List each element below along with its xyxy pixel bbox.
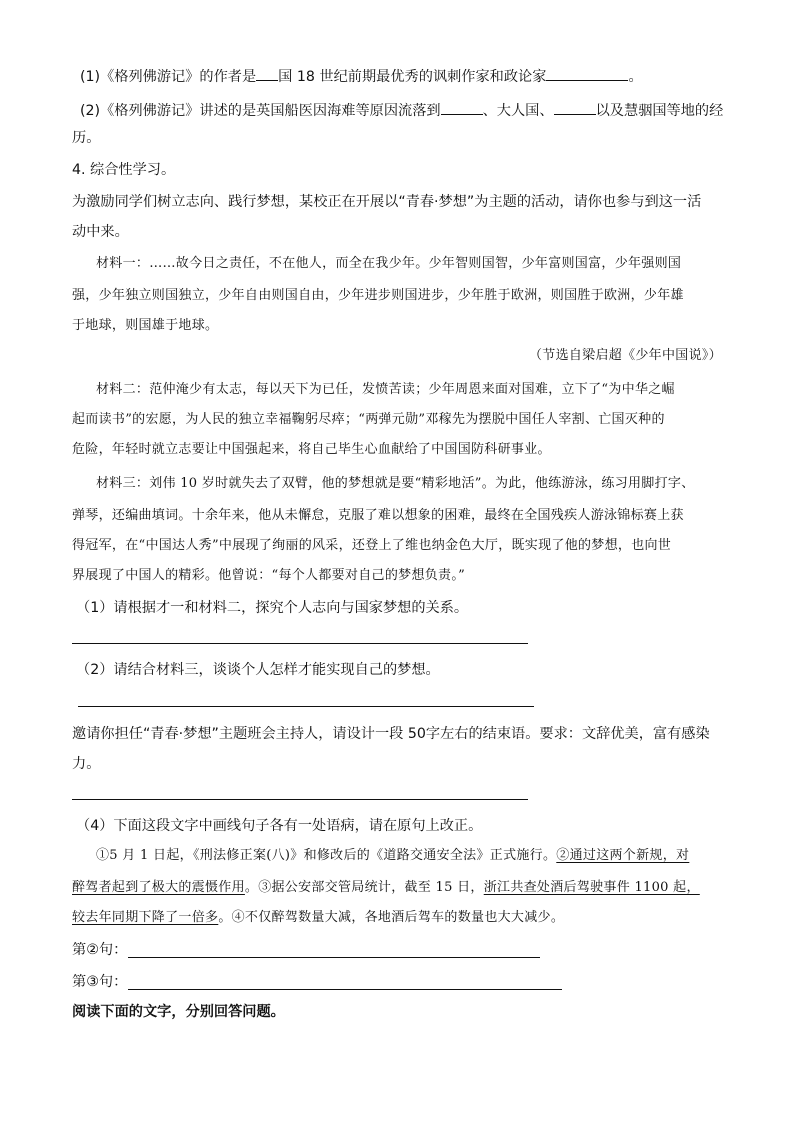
underlined-sentence-2: ②通过这两个新规，对	[556, 848, 690, 863]
answer-blank[interactable]	[554, 100, 596, 115]
sub-question-3-line-1: 邀请你担任“青春·梦想”主题班会主持人，请设计一段 50字左右的结束语。要求：文辞优美，富有感染	[72, 726, 710, 742]
passage-text: 。③据公安部交管局统计，截至 15 日，	[244, 880, 484, 895]
underlined-sentence-3: 浙江共查处酒后驾驶事件 1100 起，	[483, 880, 700, 895]
sub-question-1: （1）请根据才一和材料二，探究个人志向与国家梦想的关系。	[76, 600, 469, 616]
answer-label-3: 第③句：	[72, 974, 128, 990]
underlined-sentence-2-cont: 醉驾者起到了极大的震慑作用	[72, 880, 245, 895]
material-3-line-1: 材料三：刘伟 10 岁时就失去了双臂，他的梦想就是要“精彩地活”。为此，他练游泳，练习用脚打字、	[96, 476, 695, 491]
answer-line[interactable]	[78, 706, 534, 707]
passage-line-1	[96, 846, 689, 866]
q4-heading: 4. 综合性学习。	[72, 162, 176, 178]
answer-line-3[interactable]	[128, 989, 562, 990]
passage-text: ①5 月 1 日起，《刑法修正案(八)》和修改后的《道路交通安全法》正式施行。	[96, 848, 557, 863]
answer-blank[interactable]	[256, 66, 278, 81]
q3-item-2	[80, 100, 723, 121]
q3-item-1-text-a: (1)《格列佛游记》的作者是	[80, 69, 257, 85]
q3-item-2-wrap: 历。	[72, 130, 101, 146]
answer-line[interactable]	[72, 643, 528, 644]
q3-item-1-text-c: 。	[628, 69, 643, 85]
answer-line-2[interactable]	[128, 957, 540, 958]
material-3-line-4: 界展现了中国人的精彩。他曾说：“每个人都要对自己的梦想负责。”	[72, 568, 466, 583]
sub-question-4: （4）下面这段文字中画线句子各有一处语病，请在原句上改正。	[76, 818, 483, 834]
material-3-line-3: 得冠军，在“中国达人秀”中展现了绚丽的风采，还登上了维也纳金色大厅，既实现了他的梦想，也向世	[72, 538, 672, 553]
material-2-line-1: 材料二：范仲淹少有太志，每以天下为已任，发愤苦读；少年周恩来面对国难，立下了“为中华之崛	[96, 382, 675, 397]
passage-line-3	[72, 908, 564, 928]
answer-blank[interactable]	[546, 66, 628, 81]
material-2-line-3: 危险，年轻时就立志要让中国强起来，将自己毕生心血献给了中国国防科研事业。	[72, 442, 551, 457]
passage-line-2	[72, 878, 700, 898]
reading-instruction: 阅读下面的文字，分别回答问题。	[72, 1004, 285, 1020]
q3-item-2-text-a: (2)《格列佛游记》讲述的是英国船医因海难等原因流落到	[80, 103, 441, 119]
q3-item-1	[80, 66, 643, 87]
sub-question-3-line-2: 力。	[72, 756, 101, 772]
answer-label-2: 第②句：	[72, 942, 128, 958]
q4-intro-line-1: 为激励同学们树立志向、践行梦想，某校正在开展以“青春·梦想”为主题的活动，请你也参与到这一活	[72, 194, 702, 210]
answer-line[interactable]	[72, 799, 528, 800]
q4-intro-line-2: 动中来。	[72, 224, 129, 240]
material-1-line-2: 强，少年独立则国独立，少年自由则国自由，少年进步则国进步，少年胜于欧洲，则国胜于欧洲，少年雄	[72, 288, 684, 303]
underlined-sentence-3-cont: 较去年同期下降了一倍多	[72, 910, 219, 925]
answer-blank[interactable]	[441, 100, 483, 115]
q3-item-2-text-b: 、大人国、	[482, 103, 554, 119]
passage-text: 。④不仅醉驾数量大减，各地酒后驾车的数量也大大减少。	[218, 910, 565, 925]
material-1-line-1: 材料一：……故今日之责任，不在他人，而全在我少年。少年智则国智，少年富则国富，少年强则国	[96, 256, 682, 271]
material-1-source: （节选自梁启超《少年中国说》）	[528, 348, 722, 363]
q3-item-2-text-c: 以及慧骃国等地的经	[595, 103, 724, 119]
material-3-line-2: 弹琴，还编曲填词。十余年来，他从未懈怠，克服了难以想象的困难，最终在全国残疾人游泳锦标赛上获	[72, 508, 684, 523]
material-1-line-3: 于地球，则国雄于地球。	[72, 318, 219, 333]
sub-question-2: （2）请结合材料三，谈谈个人怎样才能实现自己的梦想。	[76, 662, 440, 678]
q3-item-1-text-b: 国 18 世纪前期最优秀的讽刺作家和政论家	[278, 69, 547, 85]
material-2-line-2: 起而读书”的宏愿，为人民的独立幸福鞠躬尽瘁；“两弹元勋”邓稼先为摆脱中国任人宰割、亡国灭种的	[72, 412, 665, 427]
